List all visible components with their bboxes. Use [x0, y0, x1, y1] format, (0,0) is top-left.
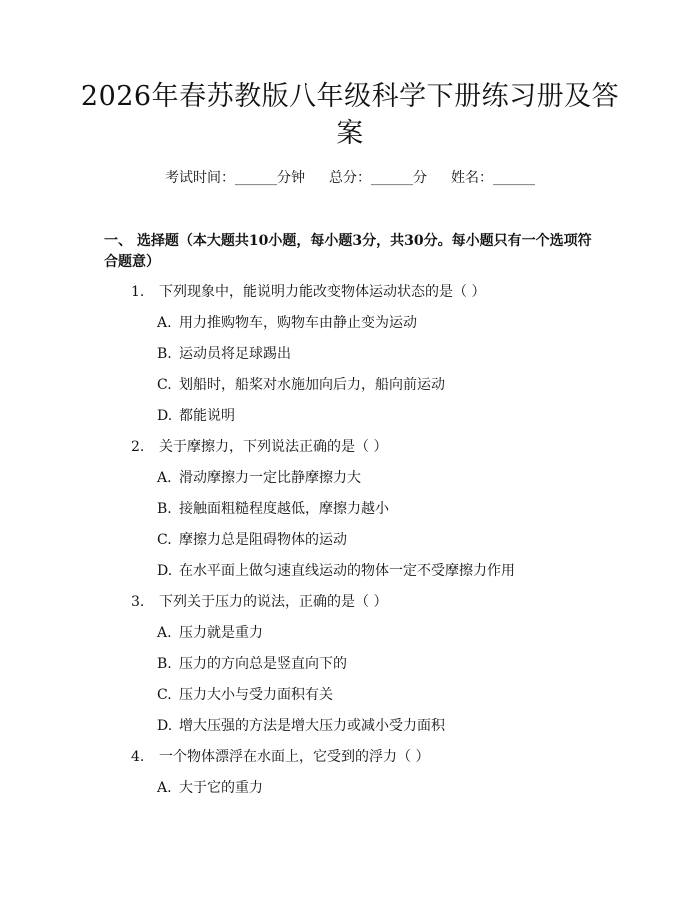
option-text: 运动员将足球踢出 [179, 346, 291, 362]
option-text: 增大压强的方法是增大压力或减小受力面积 [179, 718, 445, 734]
option-text: 摩擦力总是阻碍物体的运动 [179, 532, 347, 548]
exam-time-field: 考试时间：______分钟 [165, 170, 305, 186]
question-number: 2. [131, 439, 145, 455]
document-title: 2026年春苏教版八年级科学下册练习册及答案 [80, 81, 620, 149]
question-3-option-c [157, 685, 333, 705]
question-text: 下列现象中，能说明力能改变物体运动状态的是（ ） [159, 284, 486, 300]
question-number: 3. [131, 594, 145, 610]
option-letter: C. [157, 687, 172, 703]
option-letter: C. [157, 377, 172, 393]
question-text: 关于摩擦力，下列说法正确的是（ ） [159, 439, 388, 455]
option-text: 压力的方向总是竖直向下的 [179, 656, 347, 672]
exam-info-line [0, 168, 700, 188]
question-3-option-d [157, 716, 445, 736]
option-text: 在水平面上做匀速直线运动的物体一定不受摩擦力作用 [179, 563, 515, 579]
question-4-option-a [157, 778, 263, 798]
option-letter: D. [157, 408, 173, 424]
option-letter: B. [157, 656, 172, 672]
option-text: 用力推购物车，购物车由静止变为运动 [179, 315, 417, 331]
total-score-field: 总分：______分 [329, 170, 427, 186]
question-2 [131, 437, 387, 457]
section-heading: 一、 选择题（本大题共10小题，每小题3分，共30分。每小题只有一个选项符合题意） [104, 233, 592, 270]
question-1 [131, 282, 485, 302]
question-1-option-d [157, 406, 235, 426]
question-4 [131, 747, 429, 767]
question-text: 一个物体漂浮在水面上，它受到的浮力（ ） [159, 749, 430, 765]
option-letter: A. [157, 780, 172, 796]
option-text: 划船时，船桨对水施加向后力，船向前运动 [179, 377, 445, 393]
question-number: 4. [131, 749, 145, 765]
question-1-option-c [157, 375, 445, 395]
question-3 [131, 592, 387, 612]
option-text: 滑动摩擦力一定比静摩擦力大 [179, 470, 361, 486]
option-letter: A. [157, 625, 172, 641]
option-letter: A. [157, 315, 172, 331]
question-2-option-a [157, 468, 361, 488]
question-3-option-a [157, 623, 263, 643]
option-letter: B. [157, 346, 172, 362]
option-text: 压力大小与受力面积有关 [179, 687, 333, 703]
option-letter: B. [157, 501, 172, 517]
question-3-option-b [157, 654, 347, 674]
option-text: 大于它的重力 [179, 780, 263, 796]
question-1-option-a [157, 313, 417, 333]
option-letter: A. [157, 470, 172, 486]
option-text: 接触面粗糙程度越低，摩擦力越小 [179, 501, 389, 517]
option-letter: D. [157, 563, 173, 579]
question-text: 下列关于压力的说法，正确的是（ ） [159, 594, 388, 610]
option-text: 都能说明 [179, 408, 235, 424]
question-2-option-b [157, 499, 389, 519]
question-2-option-c [157, 530, 347, 550]
question-number: 1. [131, 284, 145, 300]
option-text: 压力就是重力 [179, 625, 263, 641]
option-letter: D. [157, 718, 173, 734]
student-name-field: 姓名：______ [451, 170, 535, 186]
option-letter: C. [157, 532, 172, 548]
question-1-option-b [157, 344, 291, 364]
question-2-option-d [157, 561, 515, 581]
